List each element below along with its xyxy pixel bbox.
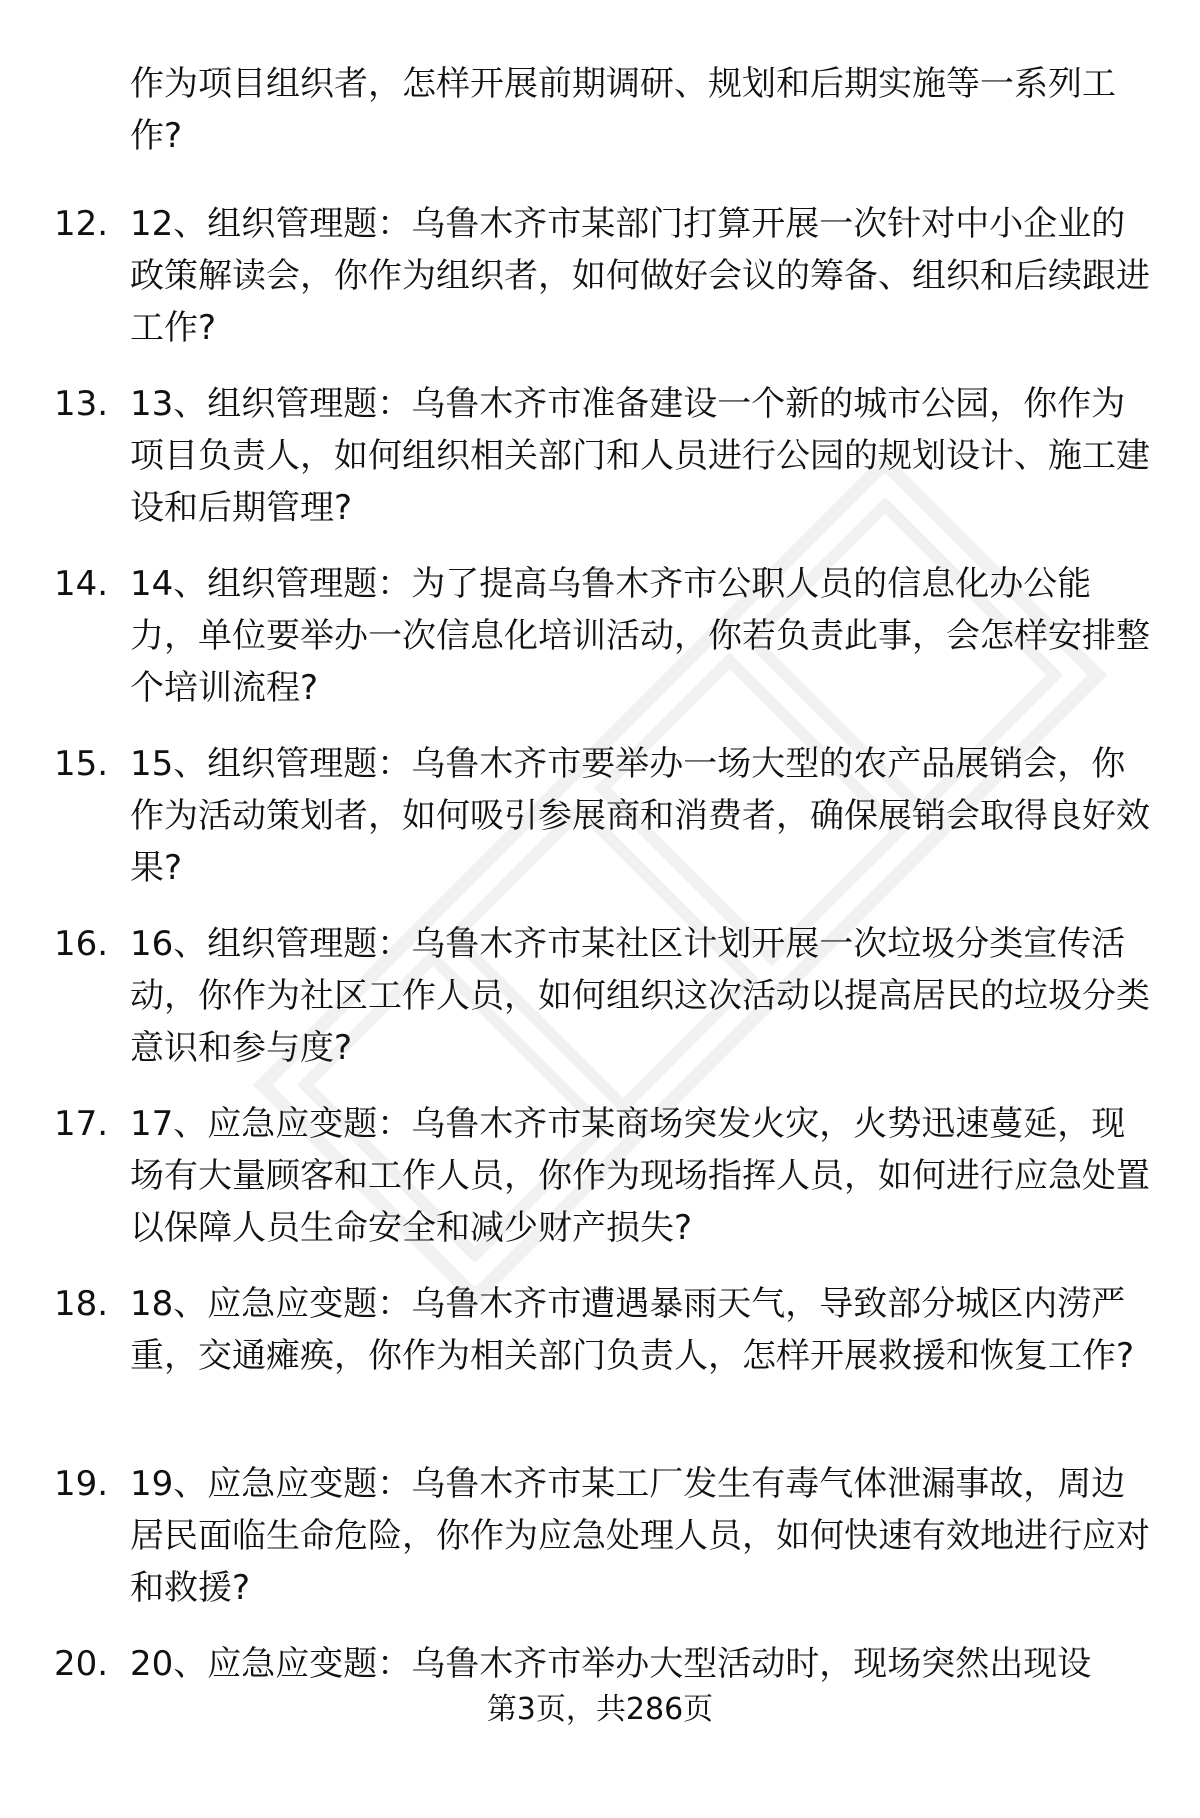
list-item [0,738,1200,918]
list-item [0,1098,1200,1278]
list-item [0,378,1200,558]
question-text: 19、应急应变题：乌鲁木齐市某工厂发生有毒气体泄漏事故，周边居民面临生命危险，你作为应急处理人员，如何快速有效地进行应对和救援? [130,1464,1150,1608]
question-text: 13、组织管理题：乌鲁木齐市准备建设一个新的城市公园，你作为项目负责人，如何组织相关部门和人员进行公园的规划设计、施工建设和后期管理? [130,384,1150,528]
list-number: 16. [54,924,109,964]
list-item [0,1458,1200,1638]
list-number: 18. [54,1284,109,1324]
list-number: 12. [54,204,109,244]
question-text: 20、应急应变题：乌鲁木齐市举办大型活动时，现场突然出现设 [130,1644,1092,1684]
list-number: 14. [54,564,109,604]
list-number: 13. [54,384,109,424]
list-item [0,918,1200,1098]
list-item [0,198,1200,378]
question-list [0,198,1200,1818]
list-number: 20. [54,1644,109,1684]
list-number: 17. [54,1104,109,1144]
question-text: 12、组织管理题：乌鲁木齐市某部门打算开展一次针对中小企业的政策解读会，你作为组织者，如何做好会议的筹备、组织和后续跟进工作? [130,204,1150,348]
list-item [0,558,1200,738]
question-text: 18、应急应变题：乌鲁木齐市遭遇暴雨天气，导致部分城区内涝严重，交通瘫痪，你作为相关部门负责人，怎样开展救援和恢复工作? [130,1284,1135,1376]
continuation-paragraph: 作为项目组织者，怎样开展前期调研、规划和后期实施等一系列工作? [130,64,1116,156]
question-text: 17、应急应变题：乌鲁木齐市某商场突发火灾，火势迅速蔓延，现场有大量顾客和工作人员，你作为现场指挥人员，如何进行应急处置以保障人员生命安全和减少财产损失? [130,1104,1150,1248]
question-text: 15、组织管理题：乌鲁木齐市要举办一场大型的农产品展销会，你作为活动策划者，如何吸引参展商和消费者，确保展销会取得良好效果? [130,744,1150,888]
list-number: 19. [54,1464,109,1504]
list-item [0,1278,1200,1458]
page-footer: 第3页，共286页 [486,1692,714,1727]
question-text: 16、组织管理题：乌鲁木齐市某社区计划开展一次垃圾分类宣传活动，你作为社区工作人员，如何组织这次活动以提高居民的垃圾分类意识和参与度? [130,924,1150,1068]
question-text: 14、组织管理题：为了提高乌鲁木齐市公职人员的信息化办公能力，单位要举办一次信息化培训活动，你若负责此事，会怎样安排整个培训流程? [130,564,1150,708]
list-number: 15. [54,744,109,784]
